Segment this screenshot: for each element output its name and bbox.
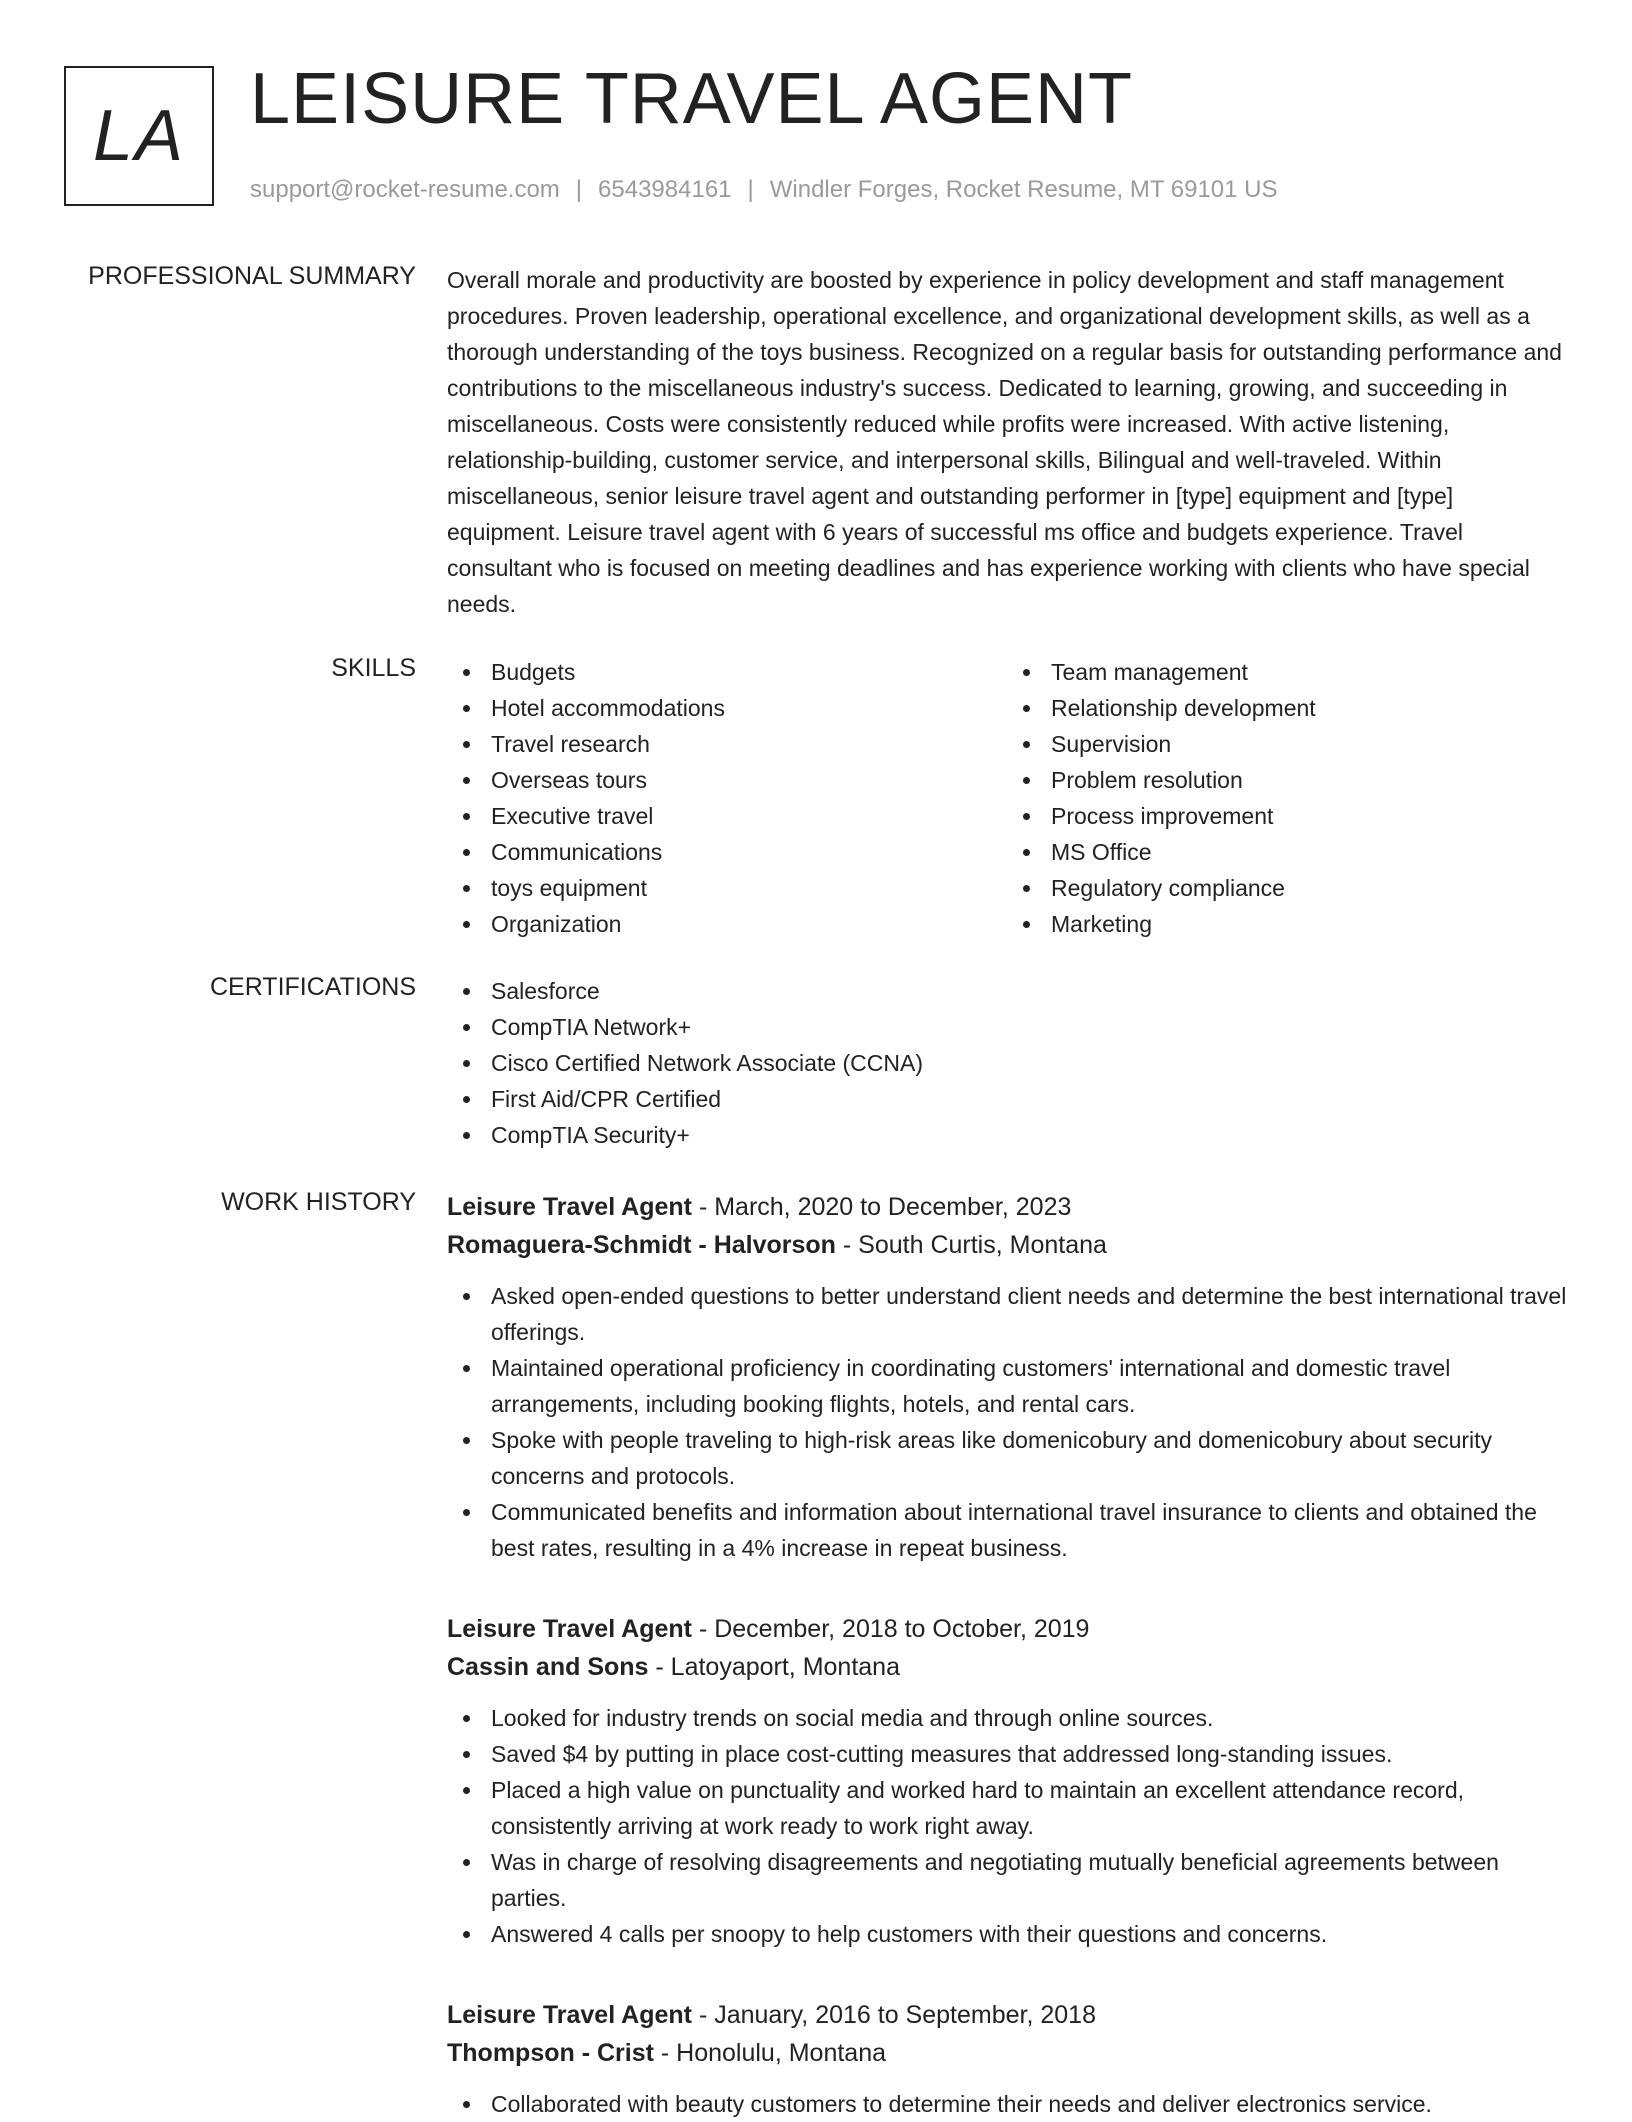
- job-entry: [447, 1188, 1567, 1566]
- job-title-line: [447, 1996, 1567, 2034]
- work-history-body: [447, 1188, 1567, 2122]
- contact-separator: |: [747, 176, 754, 203]
- monogram-text: LA: [92, 96, 186, 176]
- job-company-line: [447, 1226, 1567, 1264]
- skill-item: Regulatory compliance: [1051, 870, 1567, 906]
- job-bullet: Maintained operational proficiency in coordinating customers' international and domestic travel arrangements, including booking flights, hotels, and rental cars.: [491, 1350, 1567, 1422]
- contact-line: [250, 176, 1278, 204]
- job-dates: - March, 2020 to December, 2023: [692, 1193, 1072, 1221]
- job-company: Cassin and Sons: [447, 1653, 649, 1681]
- skill-item: Team management: [1051, 654, 1567, 690]
- job-title-line: [447, 1188, 1567, 1226]
- job-bullets: [447, 2086, 1567, 2122]
- skill-item: MS Office: [1051, 834, 1567, 870]
- certification-item: First Aid/CPR Certified: [491, 1081, 1567, 1117]
- contact-address: Windler Forges, Rocket Resume, MT 69101 US: [769, 176, 1278, 203]
- job-bullet: Collaborated with beauty customers to determine their needs and deliver electronics service.: [491, 2086, 1567, 2122]
- job-dates: - January, 2016 to September, 2018: [692, 2001, 1096, 2029]
- skill-item: Hotel accommodations: [491, 690, 1007, 726]
- job-title-line: [447, 1610, 1567, 1648]
- job-bullet: Placed a high value on punctuality and worked hard to maintain an excellent attendance record, consistently arriving at work ready to work right away.: [491, 1772, 1567, 1844]
- skill-item: toys equipment: [491, 870, 1007, 906]
- job-role: Leisure Travel Agent: [447, 1193, 692, 1221]
- job-location: - Latoyaport, Montana: [648, 1653, 900, 1681]
- resume-title: LEISURE TRAVEL AGENT: [250, 59, 1133, 139]
- job-bullet: Spoke with people traveling to high-risk areas like domenicobury and domenicobury about security concerns and protocols.: [491, 1422, 1567, 1494]
- contact-phone[interactable]: 6543984161: [598, 176, 732, 203]
- job-bullet: Communicated benefits and information about international travel insurance to clients and obtained the best rates, resulting in a 4% increase in repeat business.: [491, 1494, 1567, 1566]
- job-company-line: [447, 1648, 1567, 1686]
- certification-item: CompTIA Network+: [491, 1009, 1567, 1045]
- skills-list-left: [447, 654, 1007, 942]
- certification-item: Salesforce: [491, 973, 1567, 1009]
- section-label-work-history: WORK HISTORY: [221, 1188, 416, 1216]
- certifications-list: [447, 973, 1567, 1153]
- monogram-box: [64, 66, 214, 206]
- job-company-line: [447, 2034, 1567, 2072]
- job-entry: [447, 1996, 1567, 2122]
- job-bullets: [447, 1700, 1567, 1952]
- certification-item: CompTIA Security+: [491, 1117, 1567, 1153]
- job-location: - Honolulu, Montana: [653, 2039, 887, 2067]
- job-bullet: Looked for industry trends on social media and through online sources.: [491, 1700, 1567, 1736]
- skill-item: Organization: [491, 906, 1007, 942]
- certifications-body: [447, 973, 1567, 1153]
- skill-item: Communications: [491, 834, 1007, 870]
- job-dates: - December, 2018 to October, 2019: [692, 1615, 1090, 1643]
- skill-item: Problem resolution: [1051, 762, 1567, 798]
- contact-email[interactable]: support@rocket-resume.com: [250, 176, 560, 203]
- job-role: Leisure Travel Agent: [447, 2001, 692, 2029]
- summary-text: Overall morale and productivity are boosted by experience in policy development and staff management procedures. Proven leadership, operational excellence, and organizational development skills, as well as a thorough understanding of the toys business. Recognized on a regular basis for outstanding performance and contributions to the miscellaneous industry's success. Dedicated to learning, growing, and succeeding in miscellaneous. Costs were consistently reduced while profits were increased. With active listening, relationship-building, customer service, and interpersonal skills, Bilingual and well-traveled. Within miscellaneous, senior leisure travel agent and outstanding performer in [type] equipment and [type] equipment. Leisure travel agent with 6 years of successful ms office and budgets experience. Travel consultant who is focused on meeting deadlines and has experience working with clients who have special needs.: [447, 267, 1562, 617]
- job-bullet: Answered 4 calls per snoopy to help customers with their questions and concerns.: [491, 1916, 1567, 1952]
- job-bullet: Was in charge of resolving disagreements and negotiating mutually beneficial agreements between parties.: [491, 1844, 1567, 1916]
- job-company: Thompson - Crist: [447, 2039, 654, 2067]
- skill-item: Travel research: [491, 726, 1007, 762]
- section-label-certifications: CERTIFICATIONS: [209, 973, 416, 1001]
- job-bullet: Asked open-ended questions to better understand client needs and determine the best international travel offerings.: [491, 1278, 1567, 1350]
- skill-item: Executive travel: [491, 798, 1007, 834]
- skill-item: Marketing: [1051, 906, 1567, 942]
- job-role: Leisure Travel Agent: [447, 1615, 692, 1643]
- skill-item: Relationship development: [1051, 690, 1567, 726]
- skill-item: Overseas tours: [491, 762, 1007, 798]
- skills-list-right: [1007, 654, 1567, 942]
- skill-item: Process improvement: [1051, 798, 1567, 834]
- job-location: - South Curtis, Montana: [835, 1231, 1107, 1259]
- contact-separator: |: [575, 176, 583, 203]
- skill-item: Supervision: [1051, 726, 1567, 762]
- job-bullets: [447, 1278, 1567, 1566]
- job-company: Romaguera-Schmidt - Halvorson: [447, 1231, 836, 1259]
- section-label-skills: SKILLS: [331, 654, 416, 682]
- skill-item: Budgets: [491, 654, 1007, 690]
- skills-columns: [447, 654, 1567, 942]
- job-entry: [447, 1610, 1567, 1952]
- section-label-summary: PROFESSIONAL SUMMARY: [88, 262, 416, 290]
- certification-item: Cisco Certified Network Associate (CCNA): [491, 1045, 1567, 1081]
- job-bullet: Saved $4 by putting in place cost-cutting measures that addressed long-standing issues.: [491, 1736, 1567, 1772]
